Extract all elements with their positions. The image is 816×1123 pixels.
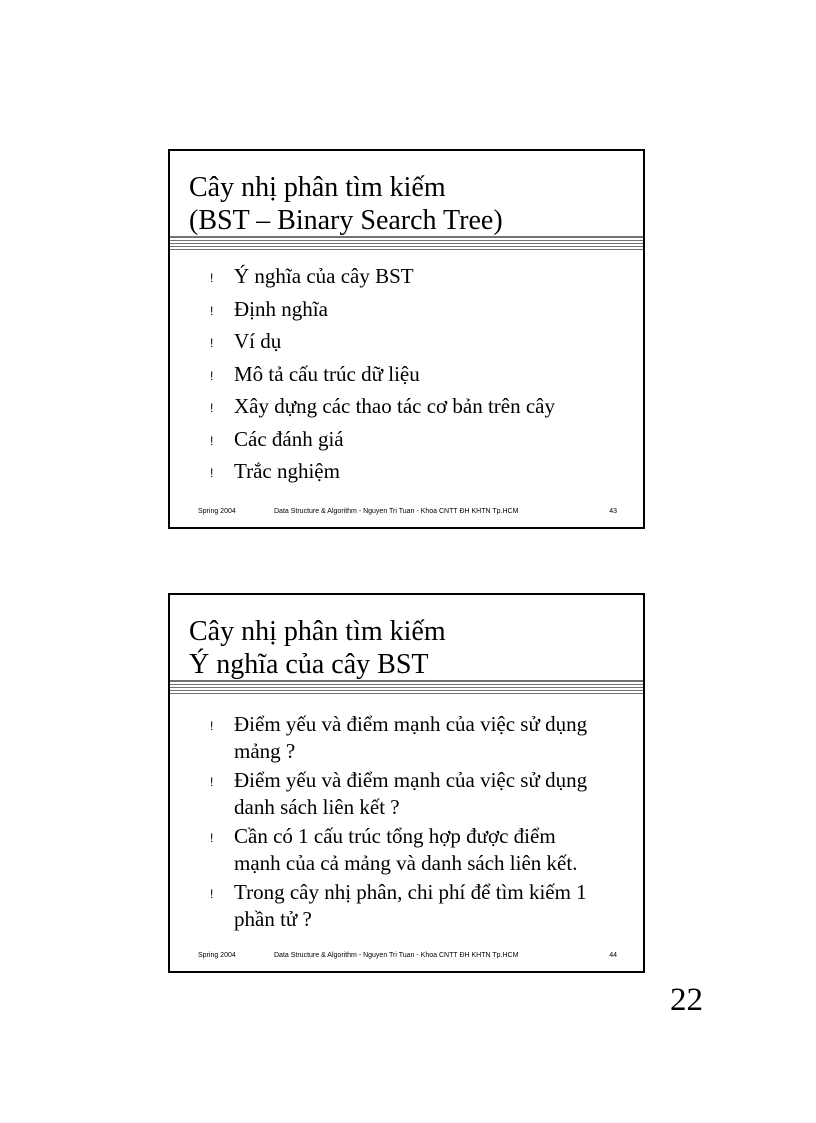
bullet-list (210, 263, 623, 491)
footer-date: Spring 2004 (198, 508, 236, 515)
bullet-icon: ! (210, 303, 214, 318)
bullet-item (210, 361, 623, 388)
bullet-icon: ! (210, 368, 214, 383)
bullet-item (210, 879, 623, 933)
bullet-item (210, 328, 623, 355)
footer-slide-number: 44 (609, 952, 617, 959)
slide-44 (168, 593, 645, 973)
bullet-text-line: Trong cây nhị phân, chi phí để tìm kiếm 1 (234, 880, 587, 904)
bullet-icon: ! (210, 433, 214, 448)
bullet-icon: ! (210, 271, 214, 285)
slide-title-line-2: (BST – Binary Search Tree) (189, 205, 503, 236)
bullet-icon: ! (210, 336, 214, 350)
bullet-text: Mô tả cấu trúc dữ liệu (234, 361, 420, 386)
bullet-icon: ! (210, 887, 214, 901)
slide-footer (198, 949, 617, 963)
bullet-icon: ! (210, 466, 214, 480)
bullet-text: Xây dựng các thao tác cơ bản trên cây (234, 394, 555, 418)
bullet-item (210, 767, 623, 821)
bullet-text-line: Điểm yếu và điểm mạnh của việc sử dụng (234, 712, 588, 736)
slide-title-line-1: Cây nhị phân tìm kiếm (189, 172, 446, 203)
slide-title (189, 171, 503, 237)
bullet-text: Ví dụ (234, 329, 282, 353)
slide-title-line-1: Cây nhị phân tìm kiếm (189, 616, 446, 647)
bullet-text: Trắc nghiệm (234, 459, 340, 483)
bullet-icon: ! (210, 831, 214, 845)
bullet-item (210, 458, 623, 485)
bullet-item (210, 711, 623, 765)
bullet-text-line: mảng ? (234, 739, 296, 763)
bullet-text-line: mạnh của cả mảng và danh sách liên kết. (234, 851, 578, 875)
bullet-icon: ! (210, 775, 214, 789)
bullet-text: Ý nghĩa của cây BST (234, 264, 414, 288)
slide-43 (168, 149, 645, 529)
bullet-item (210, 823, 623, 877)
bullet-text-line: Cần có 1 cấu trúc tổng hợp được điểm (234, 824, 556, 848)
bullet-text-line: danh sách liên kết ? (234, 795, 400, 819)
bullet-list (210, 711, 623, 935)
bullet-icon: ! (210, 719, 214, 733)
slide-title (189, 615, 446, 681)
bullet-item (210, 263, 623, 290)
footer-course: Data Structure & Algorithm - Nguyen Tri Tuan - Khoa CNTT ĐH KHTN Tp.HCM (274, 508, 519, 515)
bullet-item (210, 426, 623, 453)
footer-slide-number: 43 (609, 508, 617, 515)
bullet-icon: ! (210, 401, 214, 415)
page-number: 22 (670, 982, 703, 1018)
bullet-text: Định nghĩa (234, 296, 328, 321)
footer-course: Data Structure & Algorithm - Nguyen Tri Tuan - Khoa CNTT ĐH KHTN Tp.HCM (274, 952, 519, 959)
bullet-item (210, 296, 623, 323)
slide-title-line-2: Ý nghĩa của cây BST (189, 649, 429, 680)
bullet-text-line: Điểm yếu và điểm mạnh của việc sử dụng (234, 768, 588, 792)
bullet-text: Các đánh giá (234, 426, 344, 451)
bullet-text-line: phần tử ? (234, 907, 312, 931)
title-divider (170, 680, 643, 694)
title-divider (170, 236, 643, 250)
footer-date: Spring 2004 (198, 952, 236, 959)
bullet-item (210, 393, 623, 420)
slide-footer (198, 505, 617, 519)
